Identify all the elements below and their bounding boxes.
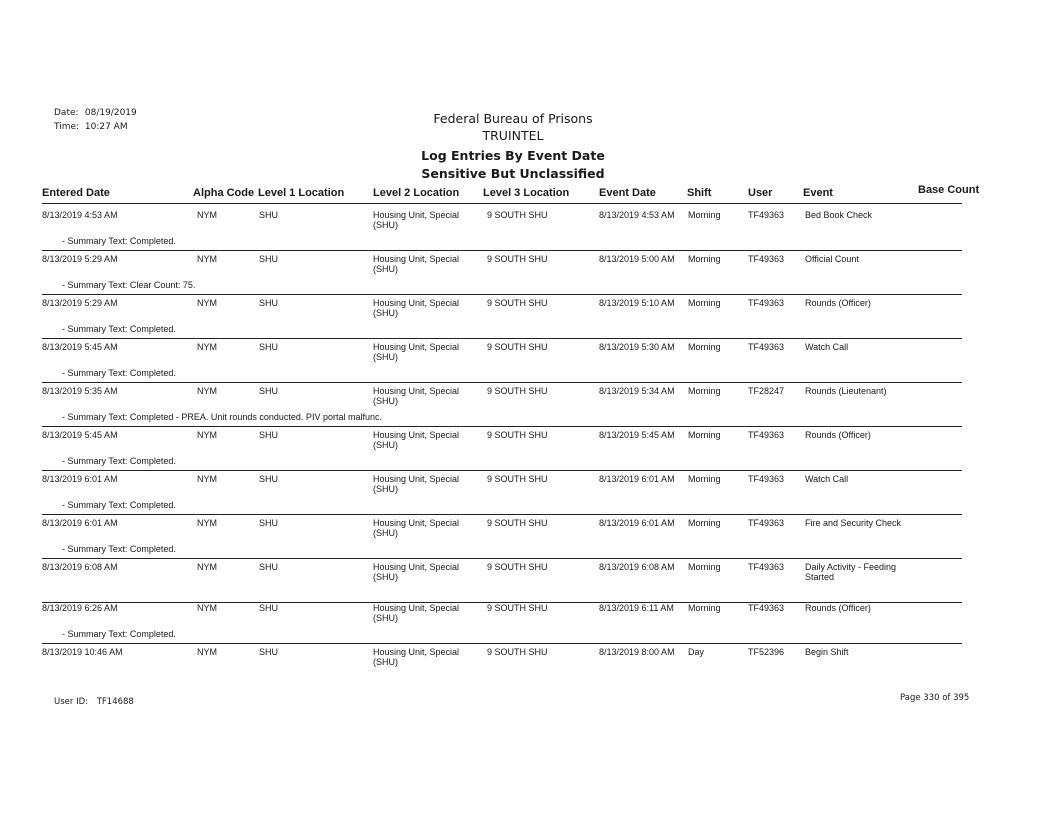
page-number: Page 330 of 395 [900, 693, 970, 703]
alpha-code-cell: NYM [197, 518, 217, 528]
row-divider [42, 426, 962, 427]
level3-cell: 9 SOUTH SHU [487, 474, 548, 484]
header-rule [42, 203, 962, 204]
alpha-code-cell: NYM [197, 386, 217, 396]
user-cell: TF49363 [748, 562, 785, 572]
table-row [0, 518, 1056, 562]
level3-cell: 9 SOUTH SHU [487, 562, 548, 572]
summary-text: - Summary Text: Completed. [62, 236, 176, 246]
user-cell: TF49363 [748, 474, 785, 484]
footer-user-id: User ID: TF14688 [54, 697, 134, 707]
level2-cell: Housing Unit, Special (SHU) [373, 474, 460, 494]
level3-cell: 9 SOUTH SHU [487, 430, 548, 440]
user-cell: TF49363 [748, 254, 785, 264]
summary-text: - Summary Text: Completed. [62, 456, 176, 466]
shift-cell: Morning [688, 386, 721, 396]
alpha-code-cell: NYM [197, 474, 217, 484]
entered-date-cell: 8/13/2019 5:45 AM [42, 430, 118, 440]
level2-cell: Housing Unit, Special (SHU) [373, 210, 460, 230]
alpha-code-cell: NYM [197, 603, 217, 613]
event-date-cell: 8/13/2019 5:00 AM [599, 254, 675, 264]
level2-cell: Housing Unit, Special (SHU) [373, 254, 460, 274]
level3-cell: 9 SOUTH SHU [487, 518, 548, 528]
level2-cell: Housing Unit, Special (SHU) [373, 603, 460, 623]
level2-cell: Housing Unit, Special (SHU) [373, 386, 460, 406]
event-cell: Begin Shift [805, 647, 849, 657]
shift-cell: Morning [688, 603, 721, 613]
shift-cell: Morning [688, 298, 721, 308]
level2-cell: Housing Unit, Special (SHU) [373, 518, 460, 538]
row-divider [42, 338, 962, 339]
table-row [0, 386, 1056, 430]
event-date-cell: 8/13/2019 6:11 AM [599, 603, 674, 613]
entered-date-cell: 8/13/2019 4:53 AM [42, 210, 118, 220]
summary-text: - Summary Text: Completed - PREA. Unit rounds conducted. PIV portal malfunc. [62, 412, 382, 422]
event-cell: Daily Activity - Feeding Started [805, 562, 897, 582]
user-cell: TF49363 [748, 518, 785, 528]
entered-date-cell: 8/13/2019 5:45 AM [42, 342, 118, 352]
event-date-cell: 8/13/2019 5:30 AM [599, 342, 675, 352]
user-cell: TF49363 [748, 210, 785, 220]
level3-cell: 9 SOUTH SHU [487, 603, 548, 613]
entered-date-cell: 8/13/2019 6:01 AM [42, 474, 118, 484]
alpha-code-cell: NYM [197, 210, 217, 220]
entered-date-cell: 8/13/2019 5:29 AM [42, 254, 118, 264]
org-title: Federal Bureau of Prisons [433, 111, 593, 126]
report-title: Log Entries By Event Date [421, 148, 605, 163]
event-date-cell: 8/13/2019 6:01 AM [599, 474, 675, 484]
event-date-cell: 8/13/2019 4:53 AM [599, 210, 675, 220]
row-divider [42, 382, 962, 383]
level3-cell: 9 SOUTH SHU [487, 342, 548, 352]
level1-cell: SHU [259, 474, 279, 484]
event-cell: Rounds (Officer) [805, 298, 871, 308]
level3-cell: 9 SOUTH SHU [487, 298, 548, 308]
summary-text: - Summary Text: Completed. [62, 544, 176, 554]
row-divider [42, 470, 962, 471]
shift-cell: Morning [688, 474, 721, 484]
level1-cell: SHU [259, 562, 279, 572]
summary-text: - Summary Text: Completed. [62, 368, 176, 378]
table-row [0, 647, 1056, 691]
table-row [0, 430, 1056, 474]
report-time: Time: 10:27 AM [54, 122, 128, 132]
level1-cell: SHU [259, 254, 279, 264]
event-date-cell: 8/13/2019 5:10 AM [599, 298, 675, 308]
summary-text: - Summary Text: Clear Count: 75. [62, 280, 196, 290]
level1-cell: SHU [259, 647, 279, 657]
level1-cell: SHU [259, 430, 279, 440]
entered-date-cell: 8/13/2019 10:46 AM [42, 647, 123, 657]
shift-cell: Morning [688, 254, 721, 264]
event-cell: Rounds (Lieutenant) [805, 386, 887, 396]
level2-cell: Housing Unit, Special (SHU) [373, 647, 460, 667]
alpha-code-cell: NYM [197, 298, 217, 308]
event-date-cell: 8/13/2019 5:45 AM [599, 430, 675, 440]
event-date-cell: 8/13/2019 6:08 AM [599, 562, 675, 572]
row-divider [42, 514, 962, 515]
col-level3-location: Level 3 Location [483, 187, 570, 199]
entered-date-cell: 8/13/2019 6:26 AM [42, 603, 118, 613]
summary-text: - Summary Text: Completed. [62, 324, 176, 334]
table-row [0, 562, 1056, 606]
user-cell: TF49363 [748, 298, 785, 308]
alpha-code-cell: NYM [197, 430, 217, 440]
event-cell: Fire and Security Check [805, 518, 902, 528]
col-base-count: Base Count [918, 184, 980, 196]
col-event: Event [803, 187, 833, 199]
col-user: User [748, 187, 773, 199]
row-divider [42, 558, 962, 559]
col-shift: Shift [687, 187, 712, 199]
entered-date-cell: 8/13/2019 6:08 AM [42, 562, 118, 572]
row-divider [42, 294, 962, 295]
event-date-cell: 8/13/2019 8:00 AM [599, 647, 675, 657]
level3-cell: 9 SOUTH SHU [487, 254, 548, 264]
level1-cell: SHU [259, 298, 279, 308]
col-level1-location: Level 1 Location [258, 187, 345, 199]
summary-text: - Summary Text: Completed. [62, 500, 176, 510]
event-cell: Watch Call [805, 474, 849, 484]
event-date-cell: 8/13/2019 6:01 AM [599, 518, 675, 528]
user-cell: TF28247 [748, 386, 785, 396]
level1-cell: SHU [259, 518, 279, 528]
shift-cell: Morning [688, 342, 721, 352]
level2-cell: Housing Unit, Special (SHU) [373, 430, 460, 450]
level2-cell: Housing Unit, Special (SHU) [373, 562, 460, 582]
col-alpha-code: Alpha Code [193, 187, 255, 199]
report-date: Date: 08/19/2019 [54, 108, 137, 118]
classification-title: Sensitive But Unclassified [421, 166, 605, 181]
level3-cell: 9 SOUTH SHU [487, 210, 548, 220]
row-divider [42, 643, 962, 644]
shift-cell: Morning [688, 210, 721, 220]
col-entered-date: Entered Date [42, 187, 110, 199]
user-cell: TF49363 [748, 603, 785, 613]
level3-cell: 9 SOUTH SHU [487, 386, 548, 396]
table-row [0, 210, 1056, 254]
summary-text: - Summary Text: Completed. [62, 629, 176, 639]
alpha-code-cell: NYM [197, 562, 217, 572]
event-cell: Rounds (Officer) [805, 430, 871, 440]
alpha-code-cell: NYM [197, 254, 217, 264]
level3-cell: 9 SOUTH SHU [487, 647, 548, 657]
col-level2-location: Level 2 Location [373, 187, 460, 199]
level1-cell: SHU [259, 210, 279, 220]
alpha-code-cell: NYM [197, 647, 217, 657]
event-cell: Official Count [805, 254, 859, 264]
col-event-date: Event Date [599, 187, 656, 199]
shift-cell: Morning [688, 430, 721, 440]
level2-cell: Housing Unit, Special (SHU) [373, 342, 460, 362]
entered-date-cell: 8/13/2019 6:01 AM [42, 518, 118, 528]
level2-cell: Housing Unit, Special (SHU) [373, 298, 460, 318]
shift-cell: Morning [688, 518, 721, 528]
row-divider [42, 250, 962, 251]
event-date-cell: 8/13/2019 5:34 AM [599, 386, 675, 396]
event-cell: Watch Call [805, 342, 849, 352]
user-cell: TF52396 [748, 647, 785, 657]
level1-cell: SHU [259, 603, 279, 613]
table-row [0, 603, 1056, 647]
table-row [0, 254, 1056, 298]
table-row [0, 474, 1056, 518]
table-row [0, 342, 1056, 386]
level1-cell: SHU [259, 386, 279, 396]
alpha-code-cell: NYM [197, 342, 217, 352]
user-cell: TF49363 [748, 342, 785, 352]
system-title: TRUINTEL [482, 128, 544, 143]
user-cell: TF49363 [748, 430, 785, 440]
table-row [0, 298, 1056, 342]
entered-date-cell: 8/13/2019 5:35 AM [42, 386, 118, 396]
entered-date-cell: 8/13/2019 5:29 AM [42, 298, 118, 308]
shift-cell: Morning [688, 562, 721, 572]
event-cell: Rounds (Officer) [805, 603, 871, 613]
shift-cell: Day [688, 647, 705, 657]
event-cell: Bed Book Check [805, 210, 873, 220]
level1-cell: SHU [259, 342, 279, 352]
